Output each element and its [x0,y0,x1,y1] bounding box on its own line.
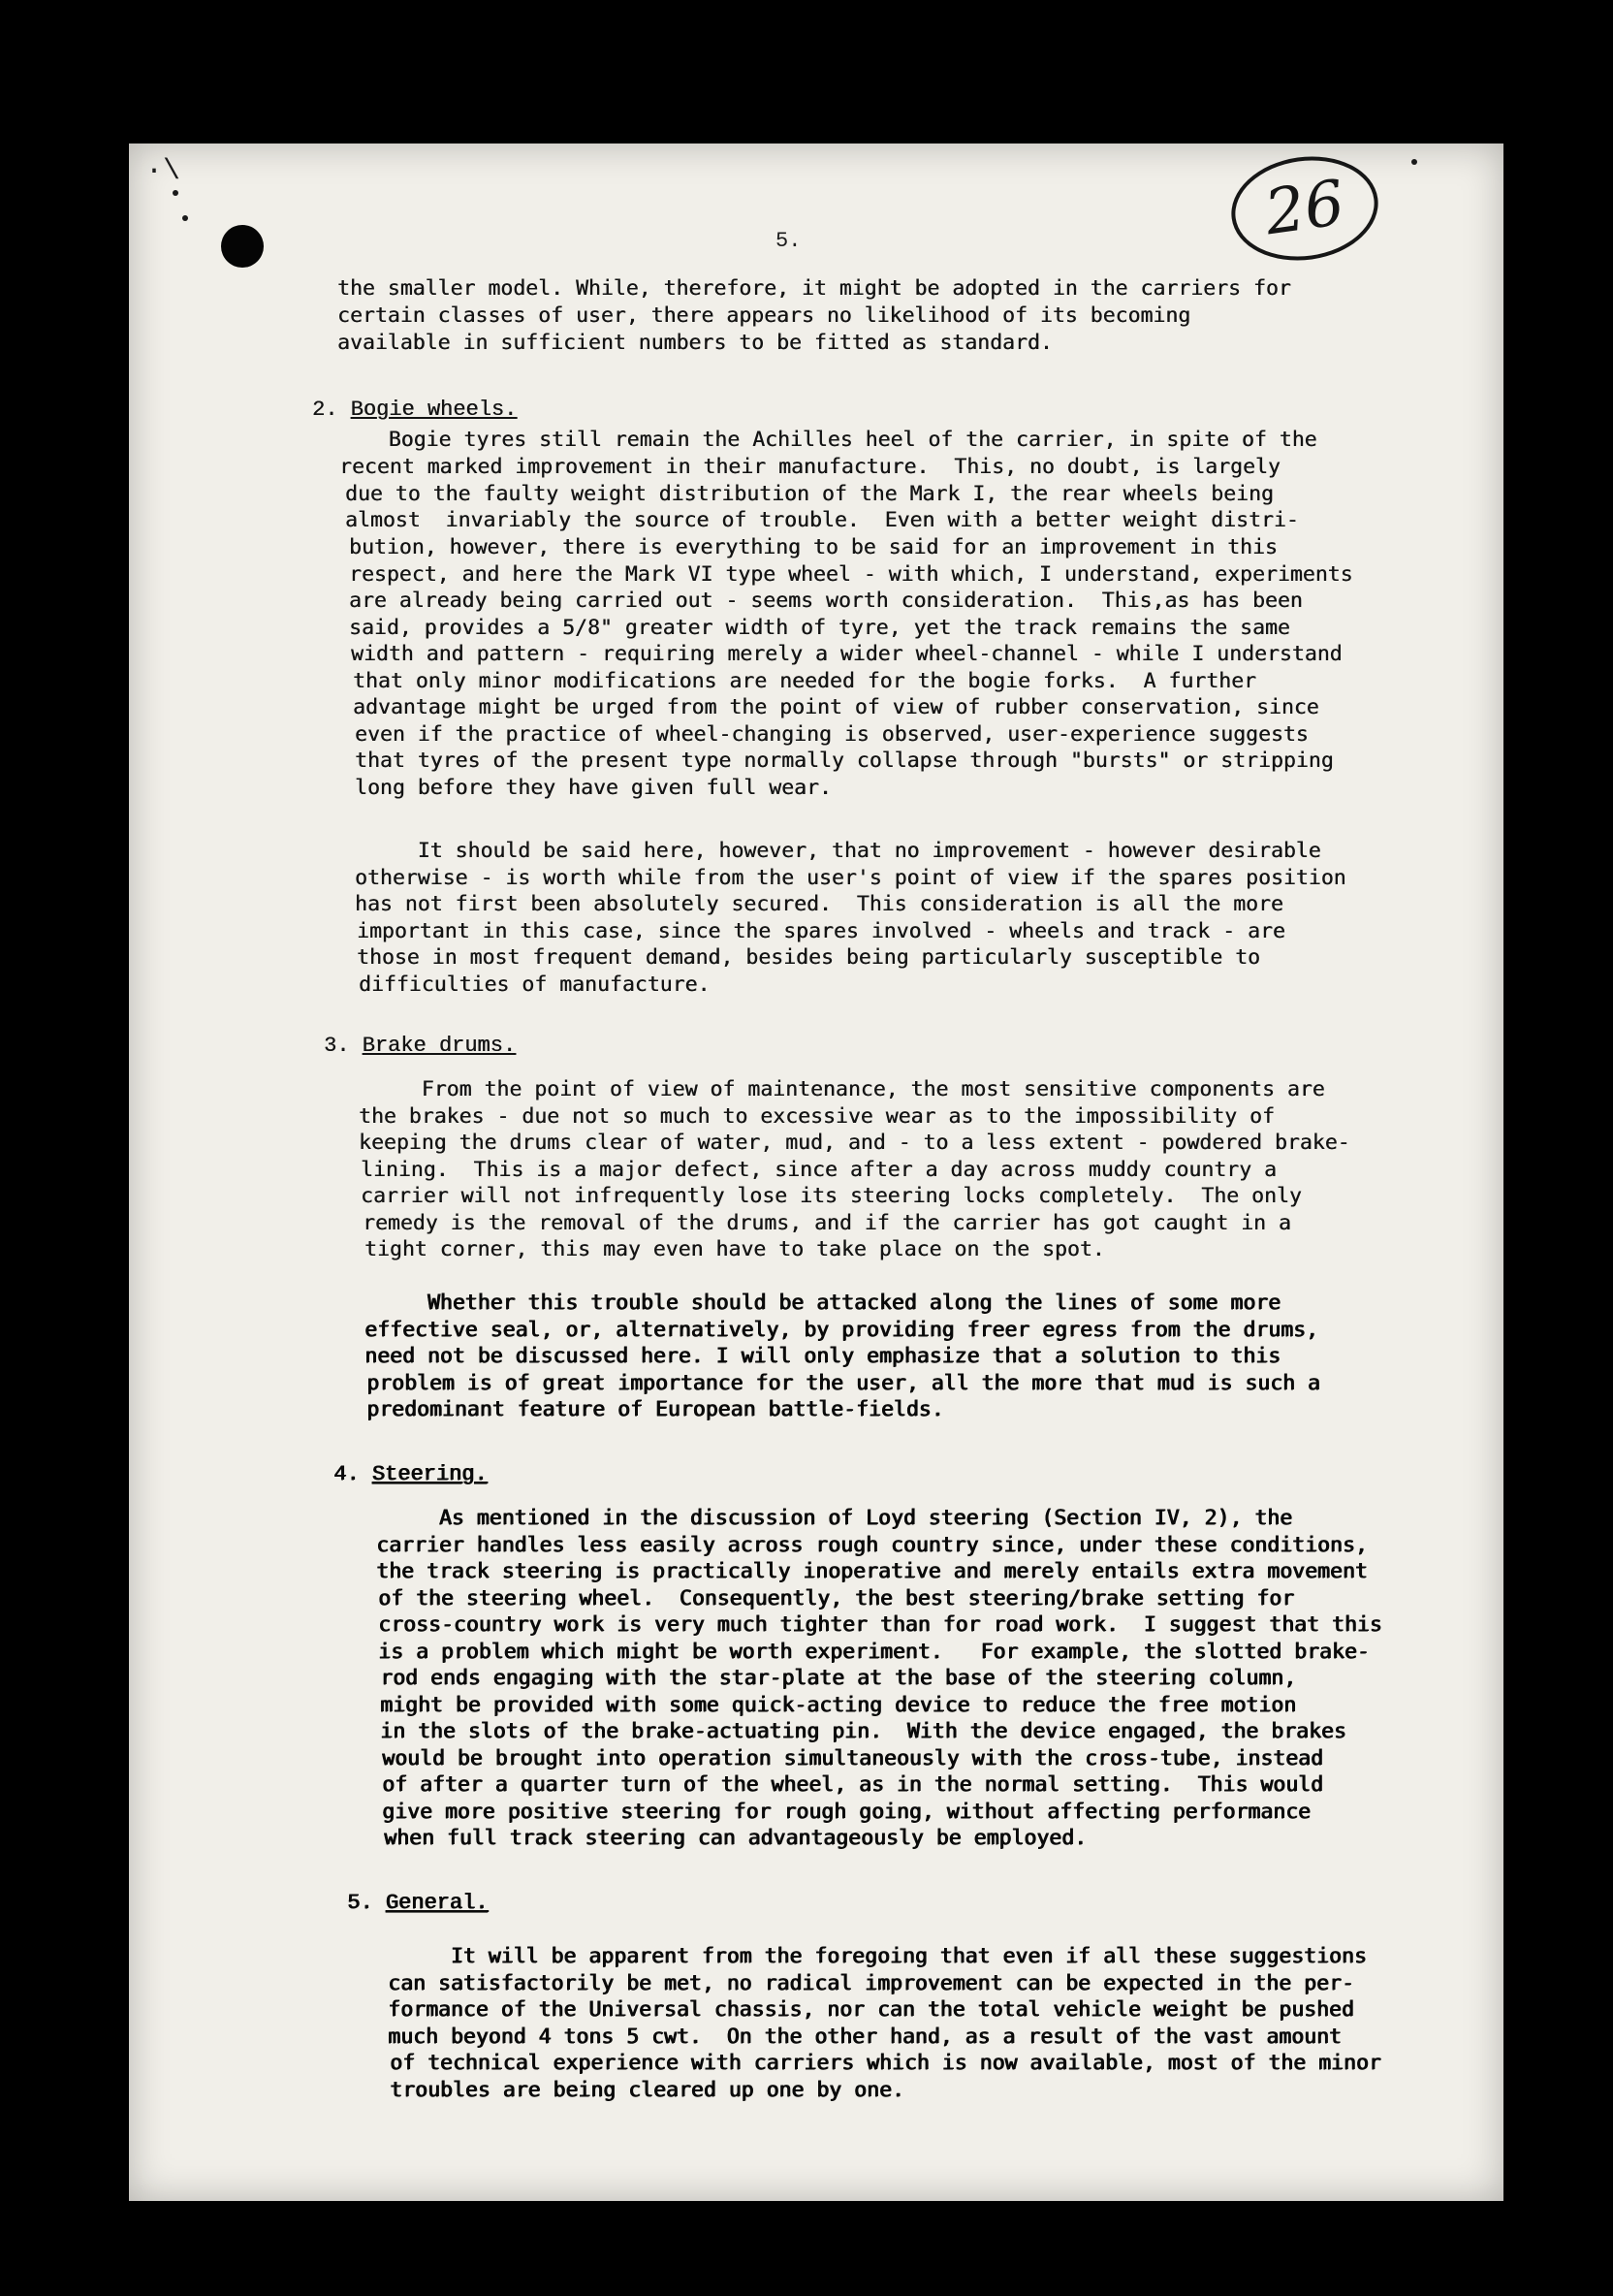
body-line: can satisfactorily be met, no radical improvement can be expected in the per- [388,1971,1354,1995]
body-line: available in sufficient numbers to be fitted as standard. [337,331,1053,355]
body-line: carrier handles less easily across rough country since, under these conditions, [376,1533,1368,1557]
section-heading [333,1462,487,1486]
body-line: that tyres of the present type normally collapse through "bursts" or stripping [355,749,1334,773]
body-line: effective seal, or, alternatively, by providing freer egress from the drums, [364,1318,1318,1342]
body-line: tight corner, this may even have to take place on the spot. [364,1237,1105,1261]
body-line: in the slots of the brake-actuating pin. With the device engaged, the brakes [380,1719,1346,1743]
body-line: that only minor modifications are needed for the bogie forks. A further [353,669,1256,693]
body-line: long before they have given full wear. [355,776,832,800]
section-title: Brake drums. [362,1034,517,1058]
body-line: formance of the Universal chassis, nor can the total vehicle weight be pushed [388,1997,1354,2022]
section-number: 2. [312,398,338,422]
section-title: General. [385,1891,489,1915]
body-line: width and pattern - requiring merely a wider wheel-channel - while I understand [351,642,1343,666]
body-line: As mentioned in the discussion of Loyd steering (Section IV, 2), the [376,1506,1292,1530]
corner-pencil-mark: ·\ [145,155,181,188]
section-title: Steering. [371,1462,488,1486]
section-number: 4. [333,1462,360,1486]
paper-speck [173,190,178,196]
folio-number: 26 [1260,167,1349,250]
punch-hole [221,225,264,268]
body-line: difficulties of manufacture. [359,973,711,997]
body-line: rod ends engaging with the star-plate at the base of the steering column, [380,1666,1296,1690]
body-line: respect, and here the Mark VI type wheel - with which, I understand, experiments [349,562,1353,587]
body-line: lining. This is a major defect, since after a day across muddy country a [361,1158,1277,1182]
body-line: troubles are being cleared up one by one. [390,2078,904,2102]
body-line: important in this case, since the spares involved - wheels and track - are [357,919,1285,943]
body-line: said, provides a 5/8" greater width of tyre, yet the track remains the same [349,616,1290,640]
paper-speck [1411,159,1417,165]
body-line: certain classes of user, there appears no likelihood of its becoming [337,303,1191,328]
body-line: are already being carried out - seems worth consideration. This,as has been [349,589,1303,613]
body-line: recent marked improvement in their manufacture. This, no doubt, is largely [339,455,1281,479]
body-line: Bogie tyres still remain the Achilles heel of the carrier, in spite of the [326,428,1317,452]
section-title: Bogie wheels. [350,398,518,422]
body-line: the track steering is practically inoperative and merely entails extra movement [376,1559,1368,1583]
body-line: keeping the drums clear of water, mud, and - to a less extent - powdered brake- [359,1131,1350,1155]
body-line: might be provided with some quick-acting device to reduce the free motion [380,1693,1296,1717]
body-line: Whether this trouble should be attacked along the lines of some more [364,1291,1281,1315]
body-line: predominant feature of European battle-fields. [366,1397,944,1421]
body-line: would be brought into operation simultaneously with the cross-tube, instead [382,1746,1323,1770]
body-line: bution, however, there is everything to be said for an improvement in this [349,535,1278,559]
body-line: due to the faulty weight distribution of the Mark I, the rear wheels being [345,482,1274,506]
body-line: It will be apparent from the foregoing that even if all these suggestions [388,1944,1367,1968]
body-line: almost invariably the source of trouble. Even with a better weight distri- [345,508,1299,532]
body-line: those in most frequent demand, besides being particularly susceptible to [357,945,1260,970]
body-line: of technical experience with carriers which is now available, most of the minor [390,2051,1381,2075]
body-line: need not be discussed here. I will only emphasize that a solution to this [364,1344,1281,1368]
body-line: much beyond 4 tons 5 cwt. On the other hand, as a result of the vast amount [388,2025,1342,2049]
body-line: From the point of view of maintenance, the most sensitive components are [359,1077,1325,1101]
section-heading [312,398,517,422]
section-number: 5. [347,1891,373,1915]
body-line: problem is of great importance for the user, all the more that mud is such a [366,1371,1320,1395]
body-line: of after a quarter turn of the wheel, as in the normal setting. This would [382,1772,1323,1797]
body-line: the brakes - due not so much to excessive wear as to the impossibility of [359,1104,1275,1129]
body-line: even if the practice of wheel-changing is observed, user-experience suggests [355,722,1309,747]
body-line: otherwise - is worth while from the user's point of view if the spares position [355,866,1346,890]
page-number: 5. [775,229,802,253]
section-heading [347,1891,488,1915]
body-line: is a problem which might be worth experiment. For example, the slotted brake- [378,1640,1370,1664]
body-line: carrier will not infrequently lose its steering locks completely. The only [361,1184,1302,1208]
section-number: 3. [324,1034,350,1058]
section-heading [324,1034,516,1058]
paper-speck [182,215,188,221]
body-line: remedy is the removal of the drums, and if the carrier has got caught in a [363,1211,1291,1235]
body-line: cross-country work is very much tighter than for road work. I suggest that this [378,1612,1382,1637]
body-line: when full track steering can advantageously be employed. [384,1826,1087,1850]
body-line: give more positive steering for rough going, without affecting performance [382,1800,1311,1824]
body-line: It should be said here, however, that no improvement - however desirable [355,839,1321,863]
body-line: the smaller model. While, therefore, it might be adopted in the carriers for [337,276,1291,301]
body-line: advantage might be urged from the point of view of rubber conservation, since [353,695,1319,719]
body-line: of the steering wheel. Consequently, the best steering/brake setting for [378,1586,1294,1610]
body-line: has not first been absolutely secured. This consideration is all the more [355,892,1283,916]
